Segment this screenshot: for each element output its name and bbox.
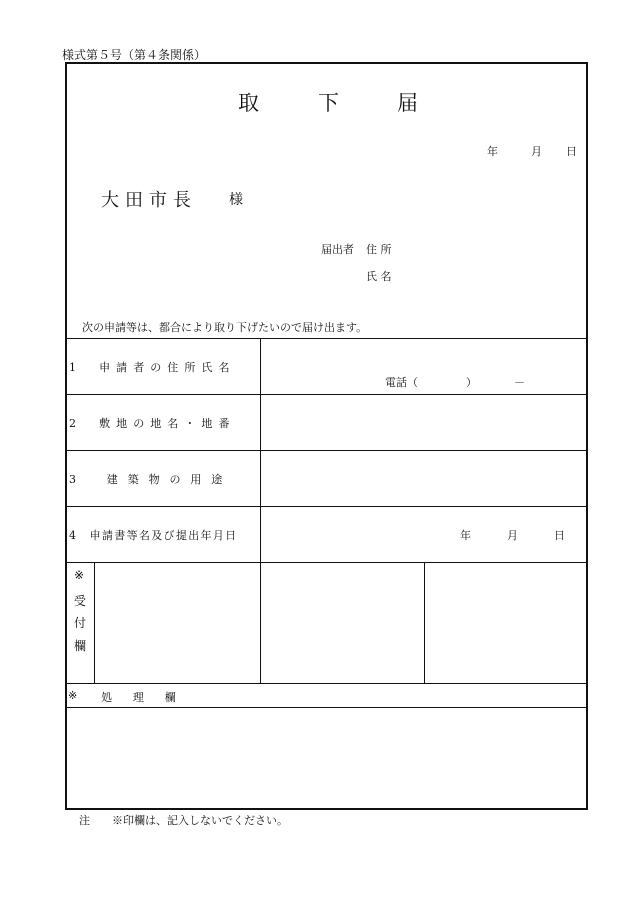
reception-divider-2 [424,562,425,683]
date-year-label: 年 [487,145,498,158]
processing-mark: ※ [68,689,78,702]
title-char-2: 下 [318,91,339,115]
phone-label: 電話（ [385,376,418,389]
table-line-5 [65,562,588,563]
reception-mark: ※ [74,568,85,582]
intro-text: 次の申請等は、都合により取り下げたいので届け出ます。 [82,321,368,334]
row-label-applicant: 1 申請者の住所氏名 [69,361,236,374]
applicant-address-label: 住 所 [366,243,392,256]
table-line-6 [65,683,588,684]
table-line-2 [65,394,588,395]
applicant-name-label: 氏 名 [366,270,392,283]
reception-char-2: 付 [74,616,87,630]
reception-char-1: 受 [74,594,87,608]
submission-year-label: 年 [460,529,471,542]
addressee-name: 大田市長 [101,190,197,211]
date-day-label: 日 [566,145,577,158]
table-line-7 [65,707,588,708]
table-line-4 [65,506,588,507]
row-label-documents: 4 申請書等名及び提出年月日 [69,529,238,542]
submission-month-label: 月 [507,529,518,542]
table-column-divider [260,338,261,683]
note-text: ※印欄は、記入しないでください。 [112,814,288,827]
table-line-1 [65,338,588,339]
phone-dash: － [514,376,525,389]
title-char-1: 取 [238,91,259,115]
applicant-label: 届出者 [321,243,354,256]
phone-close: ） [466,376,477,389]
table-line-3 [65,450,588,451]
processing-label: 処 理 欄 [101,691,181,704]
reception-char-3: 欄 [74,639,87,653]
submission-day-label: 日 [554,529,565,542]
row-label-use: 3 建築物の用途 [69,473,233,486]
note-prefix: 注 [79,814,90,827]
addressee-honorific: 様 [229,192,243,208]
date-month-label: 月 [531,145,542,158]
reception-divider [94,562,95,683]
form-number: 様式第５号（第４条関係） [62,48,207,62]
title-char-3: 届 [397,91,418,115]
row-label-site: 2 敷地の地名・地番 [69,417,236,430]
